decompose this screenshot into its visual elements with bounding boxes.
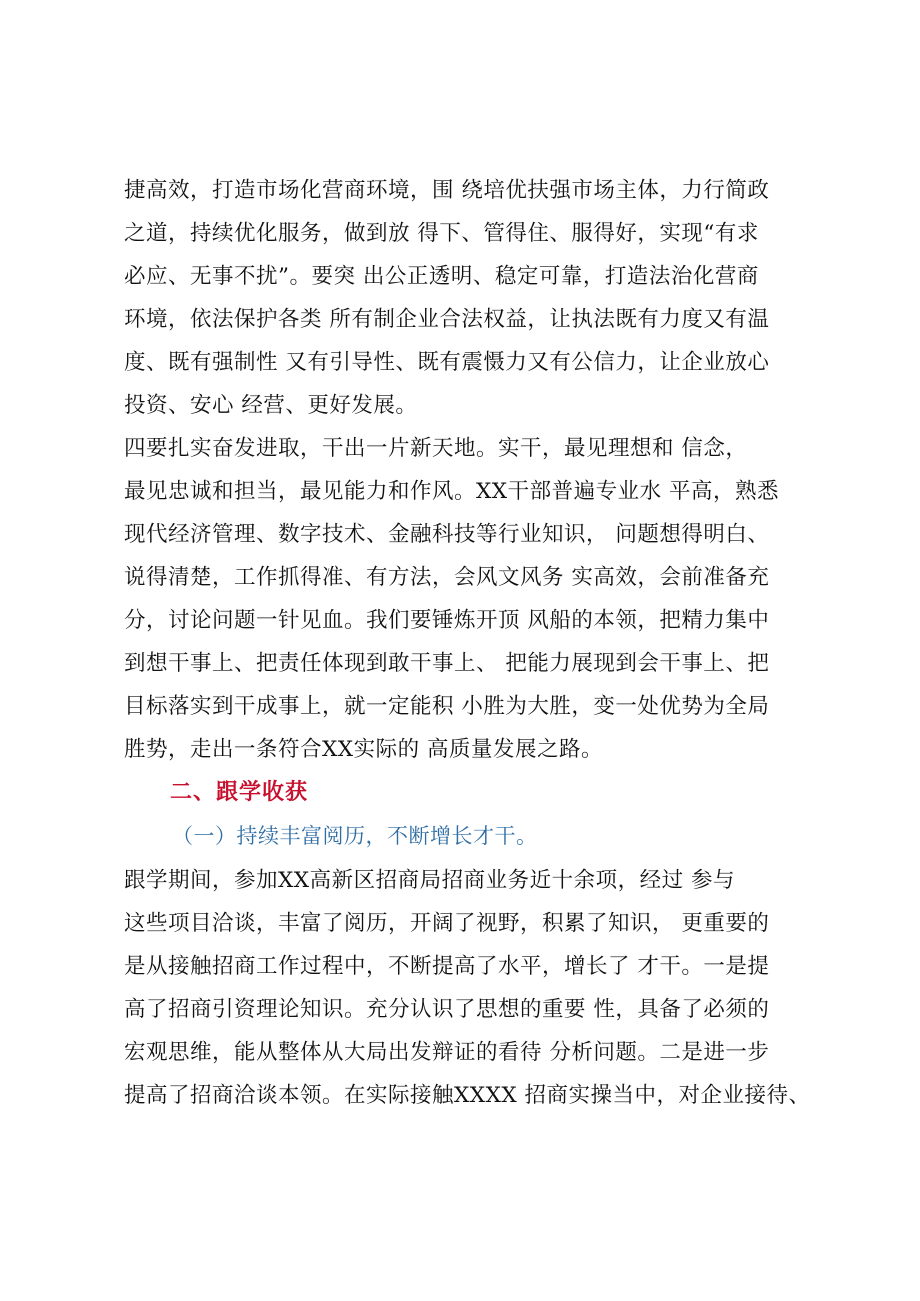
paragraph-line: 胜势，走出一条符合XX实际的 高质量发展之路。 <box>124 737 603 762</box>
paragraph-line: 捷高效，打造市场化营商环境，围 绕培优扶强市场主体，力行简政 <box>124 178 770 203</box>
paragraph-line: 最见忠诚和担当，最见能力和作风。XX干部普遍专业水 平高，熟悉 <box>124 479 779 504</box>
section-heading: 二、跟学收获 <box>170 780 309 805</box>
paragraph-line: 提高了招商洽谈本领。在实际接触XXXX 招商实操当中，对企业接待、 <box>124 1083 811 1108</box>
paragraph-line: 四要扎实奋发进取，干出一片新天地。实干，最见理想和 信念， <box>124 436 748 461</box>
section-subheading: （一）持续丰富阅历，不断增长才干。 <box>172 824 538 848</box>
paragraph-line: 这些项目洽谈，丰富了阅历，开阔了视野，积累了知识， 更重要的 <box>124 911 770 936</box>
paragraph-line: 到想干事上、把责任体现到敢干事上、 把能力展现到会干事上、把 <box>124 651 770 676</box>
paragraph-line: 跟学期间，参加XX高新区招商局招商业务近十余项，经过 参与 <box>124 868 735 893</box>
paragraph-line: 度、既有强制性 又有引导性、既有震慑力又有公信力，让企业放心 <box>124 350 770 375</box>
paragraph-line: 投资、安心 经营、更好发展。 <box>124 393 418 418</box>
paragraph-line: 高了招商引资理论知识。充分认识了思想的重要 性，具备了必须的 <box>124 997 770 1022</box>
paragraph-line: 目标落实到干成事上，就一定能积 小胜为大胜，变一处优势为全局 <box>124 694 770 719</box>
paragraph-line: 之道，持续优化服务，做到放 得下、管得住、服得好，实现“有求 <box>124 221 759 246</box>
paragraph-line: 现代经济管理、数字技术、金融科技等行业知识， 问题想得明白、 <box>124 522 770 547</box>
paragraph-line: 是从接触招商工作过程中，不断提高了水平，增长了 才干。一是提 <box>124 954 770 979</box>
paragraph-line: 说得清楚，工作抓得准、有方法，会风文风务 实高效，会前准备充 <box>124 565 770 590</box>
paragraph-line: 环境，依法保护各类 所有制企业合法权益，让执法既有力度又有温 <box>124 307 770 332</box>
paragraph-line: 必应、无事不扰”。要突 出公正透明、稳定可靠，打造法治化营商 <box>124 264 759 289</box>
paragraph-line: 分，讨论问题一针见血。我们要锤炼开顶 风船的本领，把精力集中 <box>124 608 770 633</box>
paragraph-line: 宏观思维，能从整体从大局出发辩证的看待 分析问题。二是进一步 <box>124 1040 770 1065</box>
